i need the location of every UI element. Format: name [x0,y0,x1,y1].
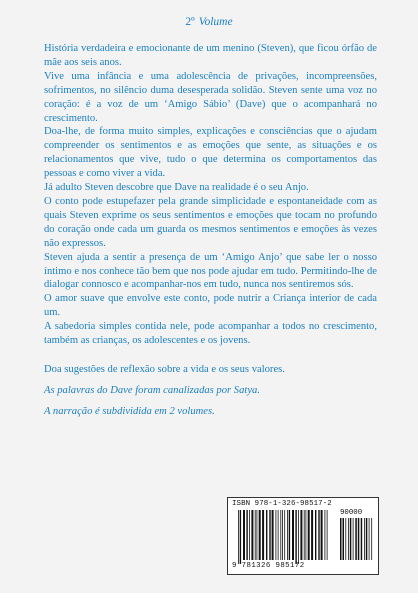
barcode-bar [276,510,277,560]
barcode-bar [284,510,285,560]
barcode-bar [243,510,245,560]
barcode-bar [348,518,349,560]
barcode-bar [325,510,326,560]
barcode-bar [364,518,365,560]
closing-line: Doa sugestões de reflexão sobre a vida e os seus valores. [44,363,285,375]
barcode-bar [366,518,368,560]
barcode-bar [340,518,342,560]
barcode-bar [321,510,323,560]
italic-note: A narração é subdividida em 2 volumes. [44,405,215,417]
barcode-bar [345,518,346,560]
isbn-barcode [227,497,379,575]
barcode-bar [304,510,305,560]
barcode-bar [300,510,302,560]
barcode-bar [369,518,370,560]
paragraph: História verdadeira e emocionante de um menino (Steven), que ficou órfão de mãe aos seis anos. [44,43,377,68]
italic-note: As palavras do Dave foram canalizadas por Satya. [44,384,260,396]
barcode-bar [343,518,345,560]
barcode-bar [289,510,290,560]
paragraph: O amor suave que envolve este conto, pode nutrir a Criança interior de cada um. [44,293,377,319]
barcode-bar [311,510,313,560]
barcode-bar [269,510,270,560]
paragraph: O conto pode estupefazer pela grande simplicidade e espontaneidade com as quais Steven exprime os seus sentimentos e emoções que tocam no profundo do coração onde cada um guarda os mesmos sentimentos e emoções às vezes não expressos. [44,195,377,249]
barcode-bar [262,510,264,560]
barcode-bar [371,518,372,560]
volume-label: Volume [198,16,233,28]
paragraph: Doa-lhe, de forma muito simples, explicações e consciências que o ajudam compreender os sentimentos e as emoções que sente, as situações e os relacionamentos que vive, tudo o que determina os comportamentos das pessoas e como viver a vida. [44,126,377,180]
paragraph: A sabedoria simples contida nele, pode acompanhar a todos no crescimento, também as crianças, os adolescentes e os jovens. [44,321,377,347]
barcode-bar [292,510,294,560]
barcode-bar [298,510,299,564]
barcode-bar [306,510,307,560]
barcode-bar [308,510,310,560]
barcode-bar [259,510,261,560]
barcode-bar [249,510,250,560]
barcode-bar [257,510,258,560]
synopsis-text [44,42,377,419]
barcode-bar [358,518,360,560]
barcode-bar [278,510,279,560]
barcode-bar [280,510,281,560]
barcode-bar [246,510,247,560]
ean-digits: 9 781326 985172 [232,562,305,570]
barcode-bar [238,510,239,564]
barcode-bar [318,510,319,560]
barcode-bar [287,510,288,560]
barcode-bar [282,510,283,560]
barcode-bar [350,518,352,560]
paragraph: Já adulto Steven descobre que Dave na realidade é o seu Anjo. [44,182,309,194]
barcode-bar [251,510,253,560]
barcode-bar [355,518,357,560]
paragraph: Vive uma infância e uma adolescência de privações, incompreensões, sofrimentos, no silêncio duma desesperada solidão. Steven sente uma voz no coração: é a voz de um ‘Amigo Sábio’ (Dave) que o acompanhará no crescimento. [44,70,377,124]
isbn-label: ISBN 978-1-326-98517-2 [232,500,332,508]
paragraph: Steven ajuda a sentir a presença de um ‘Amigo Anjo’ que sabe ler o nosso íntimo e nos conhece tão bem que nos pode ajudar em tudo. Permitindo-lhe de dialogar connosco e acompanhar-nos em tudo, nunca nos sentiremos sós. [44,251,377,291]
volume-number: 2º [185,16,195,28]
price-code: 90000 [340,509,363,517]
volume-heading [0,16,418,28]
barcode-bar [240,510,241,564]
barcode-bar [266,510,267,560]
barcode-bar [353,518,354,560]
barcode-bar [361,518,363,560]
barcode-bar [272,510,274,560]
barcode-bar [315,510,316,560]
barcode-bar [327,510,328,560]
barcode-bar [295,510,296,564]
barcode-bar [255,510,256,560]
